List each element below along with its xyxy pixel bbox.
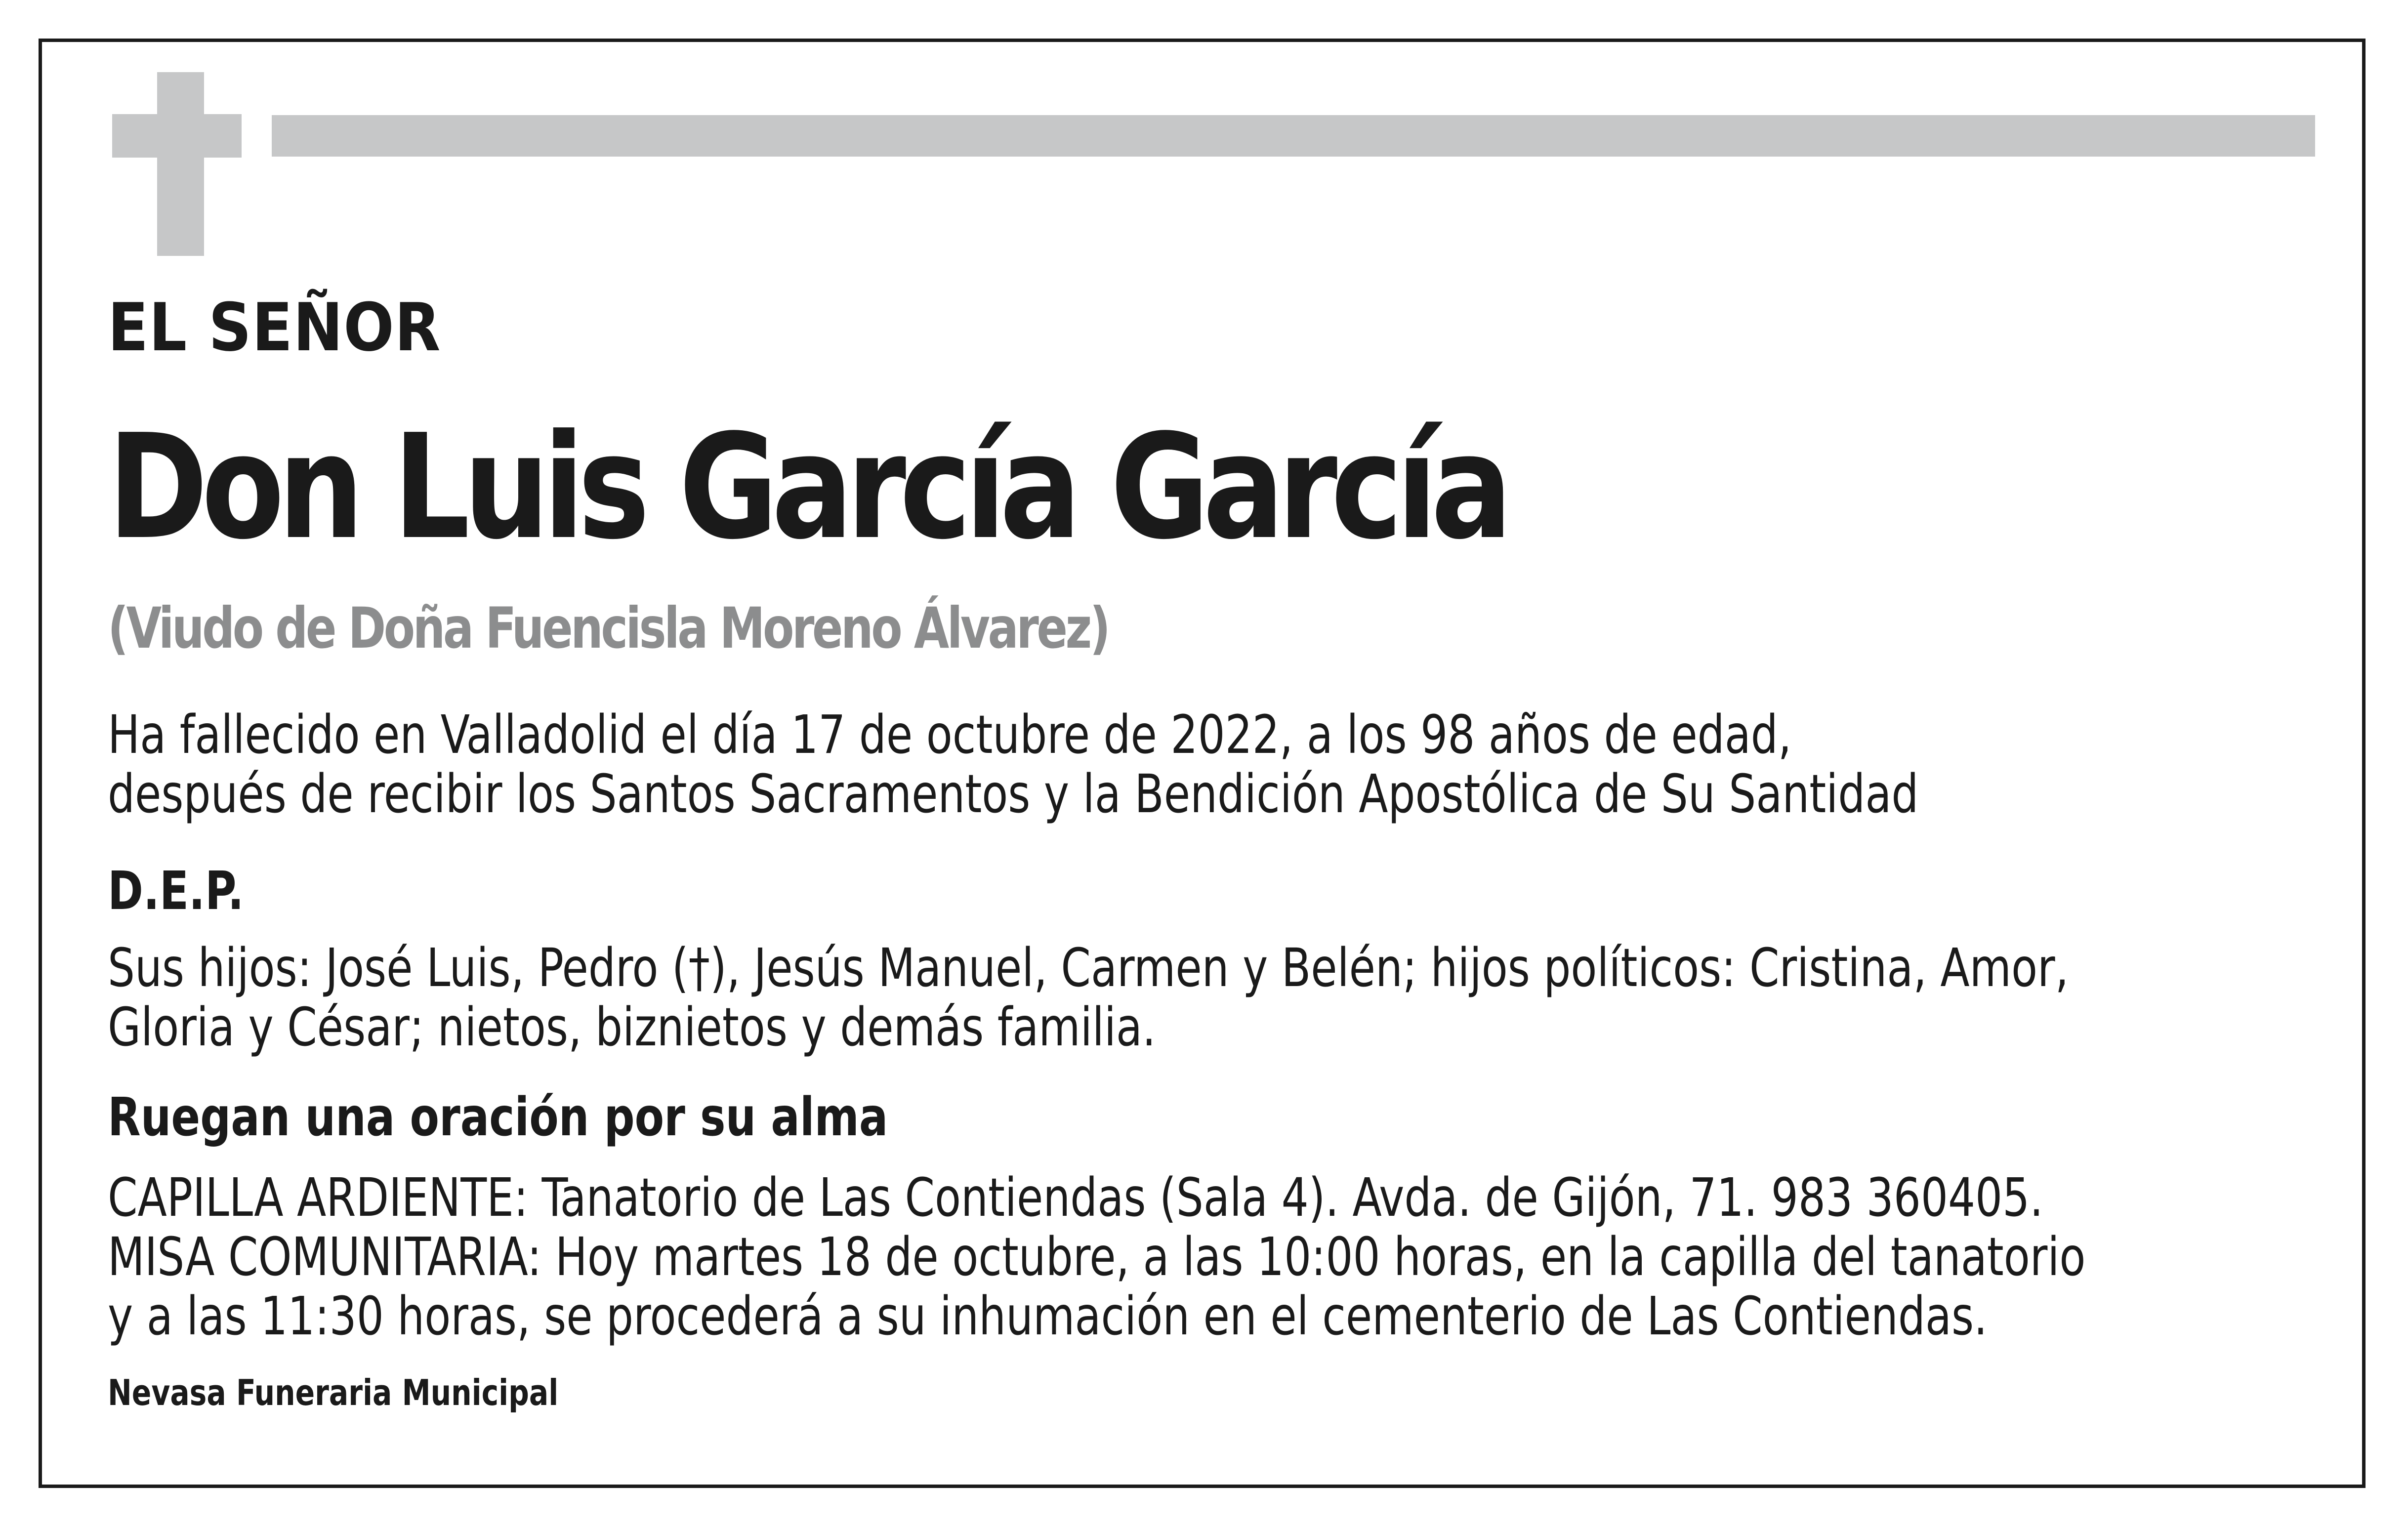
prayer-request: Ruegan una oración por su alma	[108, 1087, 888, 1148]
header-rule	[272, 115, 2315, 157]
cross-horizontal-bar	[112, 114, 242, 158]
death-announcement	[108, 705, 1918, 824]
honorific-title: EL SEÑOR	[108, 289, 441, 366]
widower-subtitle: (Viudo de Doña Fuencisla Moreno Álvarez)	[108, 595, 1109, 661]
service-line: MISA COMUNITARIA: Hoy martes 18 de octubre, a las 10:00 horas, en la capilla del tanatorio	[108, 1227, 2086, 1288]
funeral-home: Nevasa Funeraria Municipal	[108, 1372, 559, 1413]
death-line: Ha fallecido en Valladolid el día 17 de octubre de 2022, a los 98 años de edad,	[108, 704, 1792, 766]
service-details	[108, 1168, 2085, 1346]
death-line: después de recibir los Santos Sacramentos y la Bendición Apostólica de Su Santidad	[108, 764, 1919, 825]
family-list	[108, 939, 2069, 1057]
family-line: Gloria y César; nietos, biznietos y demás familia.	[108, 997, 1156, 1058]
cross-vertical-bar	[157, 72, 204, 256]
service-line: CAPILLA ARDIENTE: Tanatorio de Las Contiendas (Sala 4). Avda. de Gijón, 71. 983 360405.	[108, 1167, 2043, 1229]
deceased-name: Don Luis García García	[108, 403, 1506, 571]
family-line: Sus hijos: José Luis, Pedro (†), Jesús Manuel, Carmen y Belén; hijos políticos: Cristina, Amor,	[108, 938, 2069, 999]
service-line: y a las 11:30 horas, se procederá a su inhumación en el cementerio de Las Contiendas.	[108, 1286, 1988, 1347]
dep-label: D.E.P.	[108, 861, 244, 922]
